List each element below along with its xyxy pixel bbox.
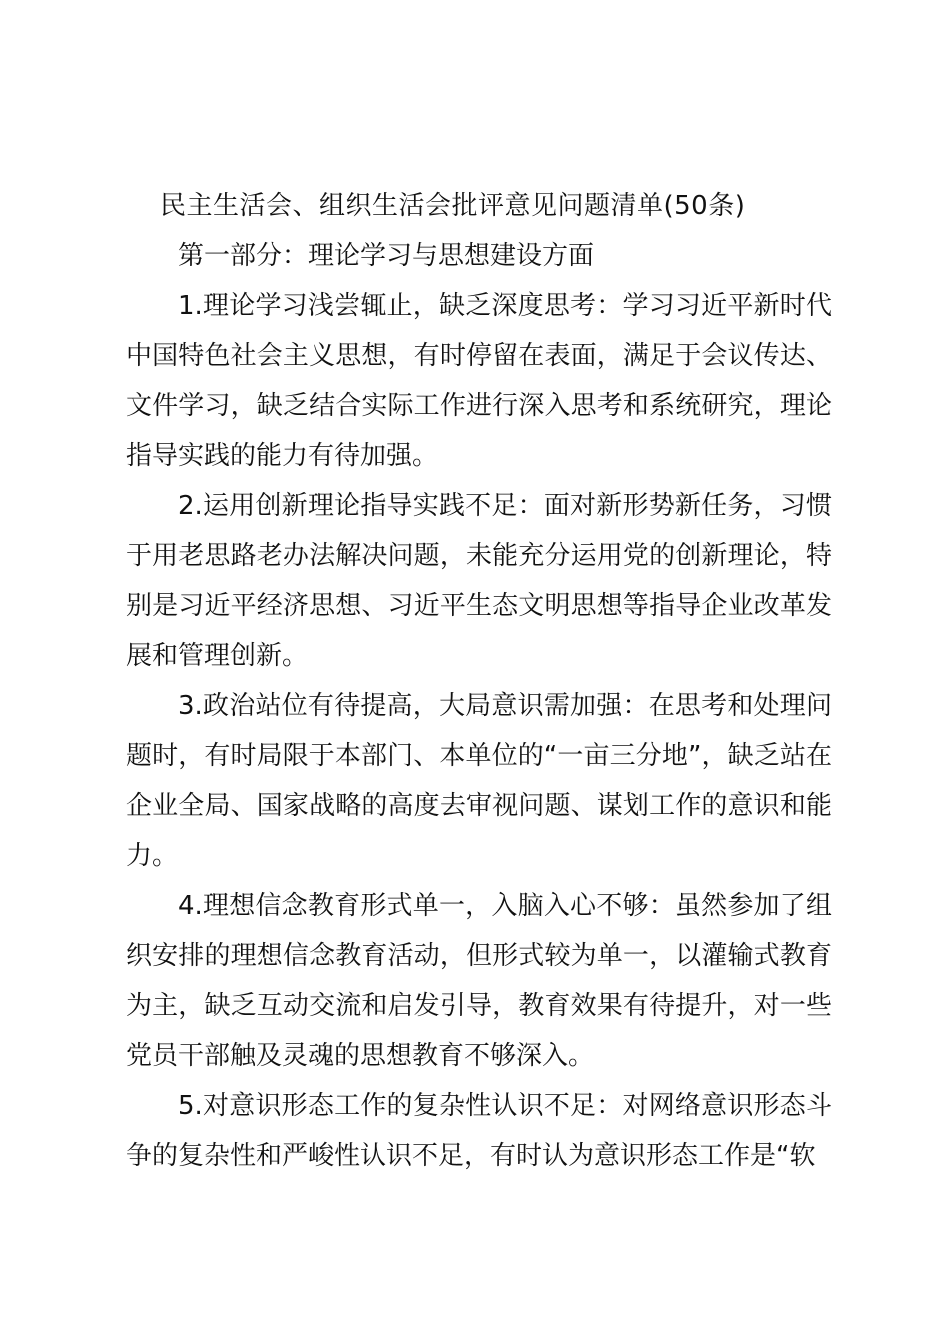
document-body	[126, 281, 832, 1181]
list-item: 3.政治站位有待提高，大局意识需加强：在思考和处理问题时，有时局限于本部门、本单位的“一亩三分地”，缺乏站在企业全局、国家战略的高度去审视问题、谋划工作的意识和能力。	[126, 691, 832, 871]
list-item: 2.运用创新理论指导实践不足：面对新形势新任务，习惯于用老思路老办法解决问题，未能充分运用党的创新理论，特别是习近平经济思想、习近平生态文明思想等指导企业改革发展和管理创新。	[126, 491, 832, 671]
document-title: 民主生活会、组织生活会批评意见问题清单(50条)	[160, 191, 746, 221]
list-item: 4.理想信念教育形式单一，入脑入心不够：虽然参加了组织安排的理想信念教育活动，但形式较为单一，以灌输式教育为主，缺乏互动交流和启发引导，教育效果有待提升，对一些党员干部触及灵魂的思想教育不够深入。	[126, 891, 832, 1071]
list-item: 5.对意识形态工作的复杂性认识不足：对网络意识形态斗争的复杂性和严峻性认识不足，有时认为意识形态工作是“软	[126, 1091, 832, 1171]
list-item: 1.理论学习浅尝辄止，缺乏深度思考：学习习近平新时代中国特色社会主义思想，有时停留在表面，满足于会议传达、文件学习，缺乏结合实际工作进行深入思考和系统研究，理论指导实践的能力有待加强。	[126, 291, 832, 471]
section-heading: 第一部分：理论学习与思想建设方面	[178, 241, 595, 271]
